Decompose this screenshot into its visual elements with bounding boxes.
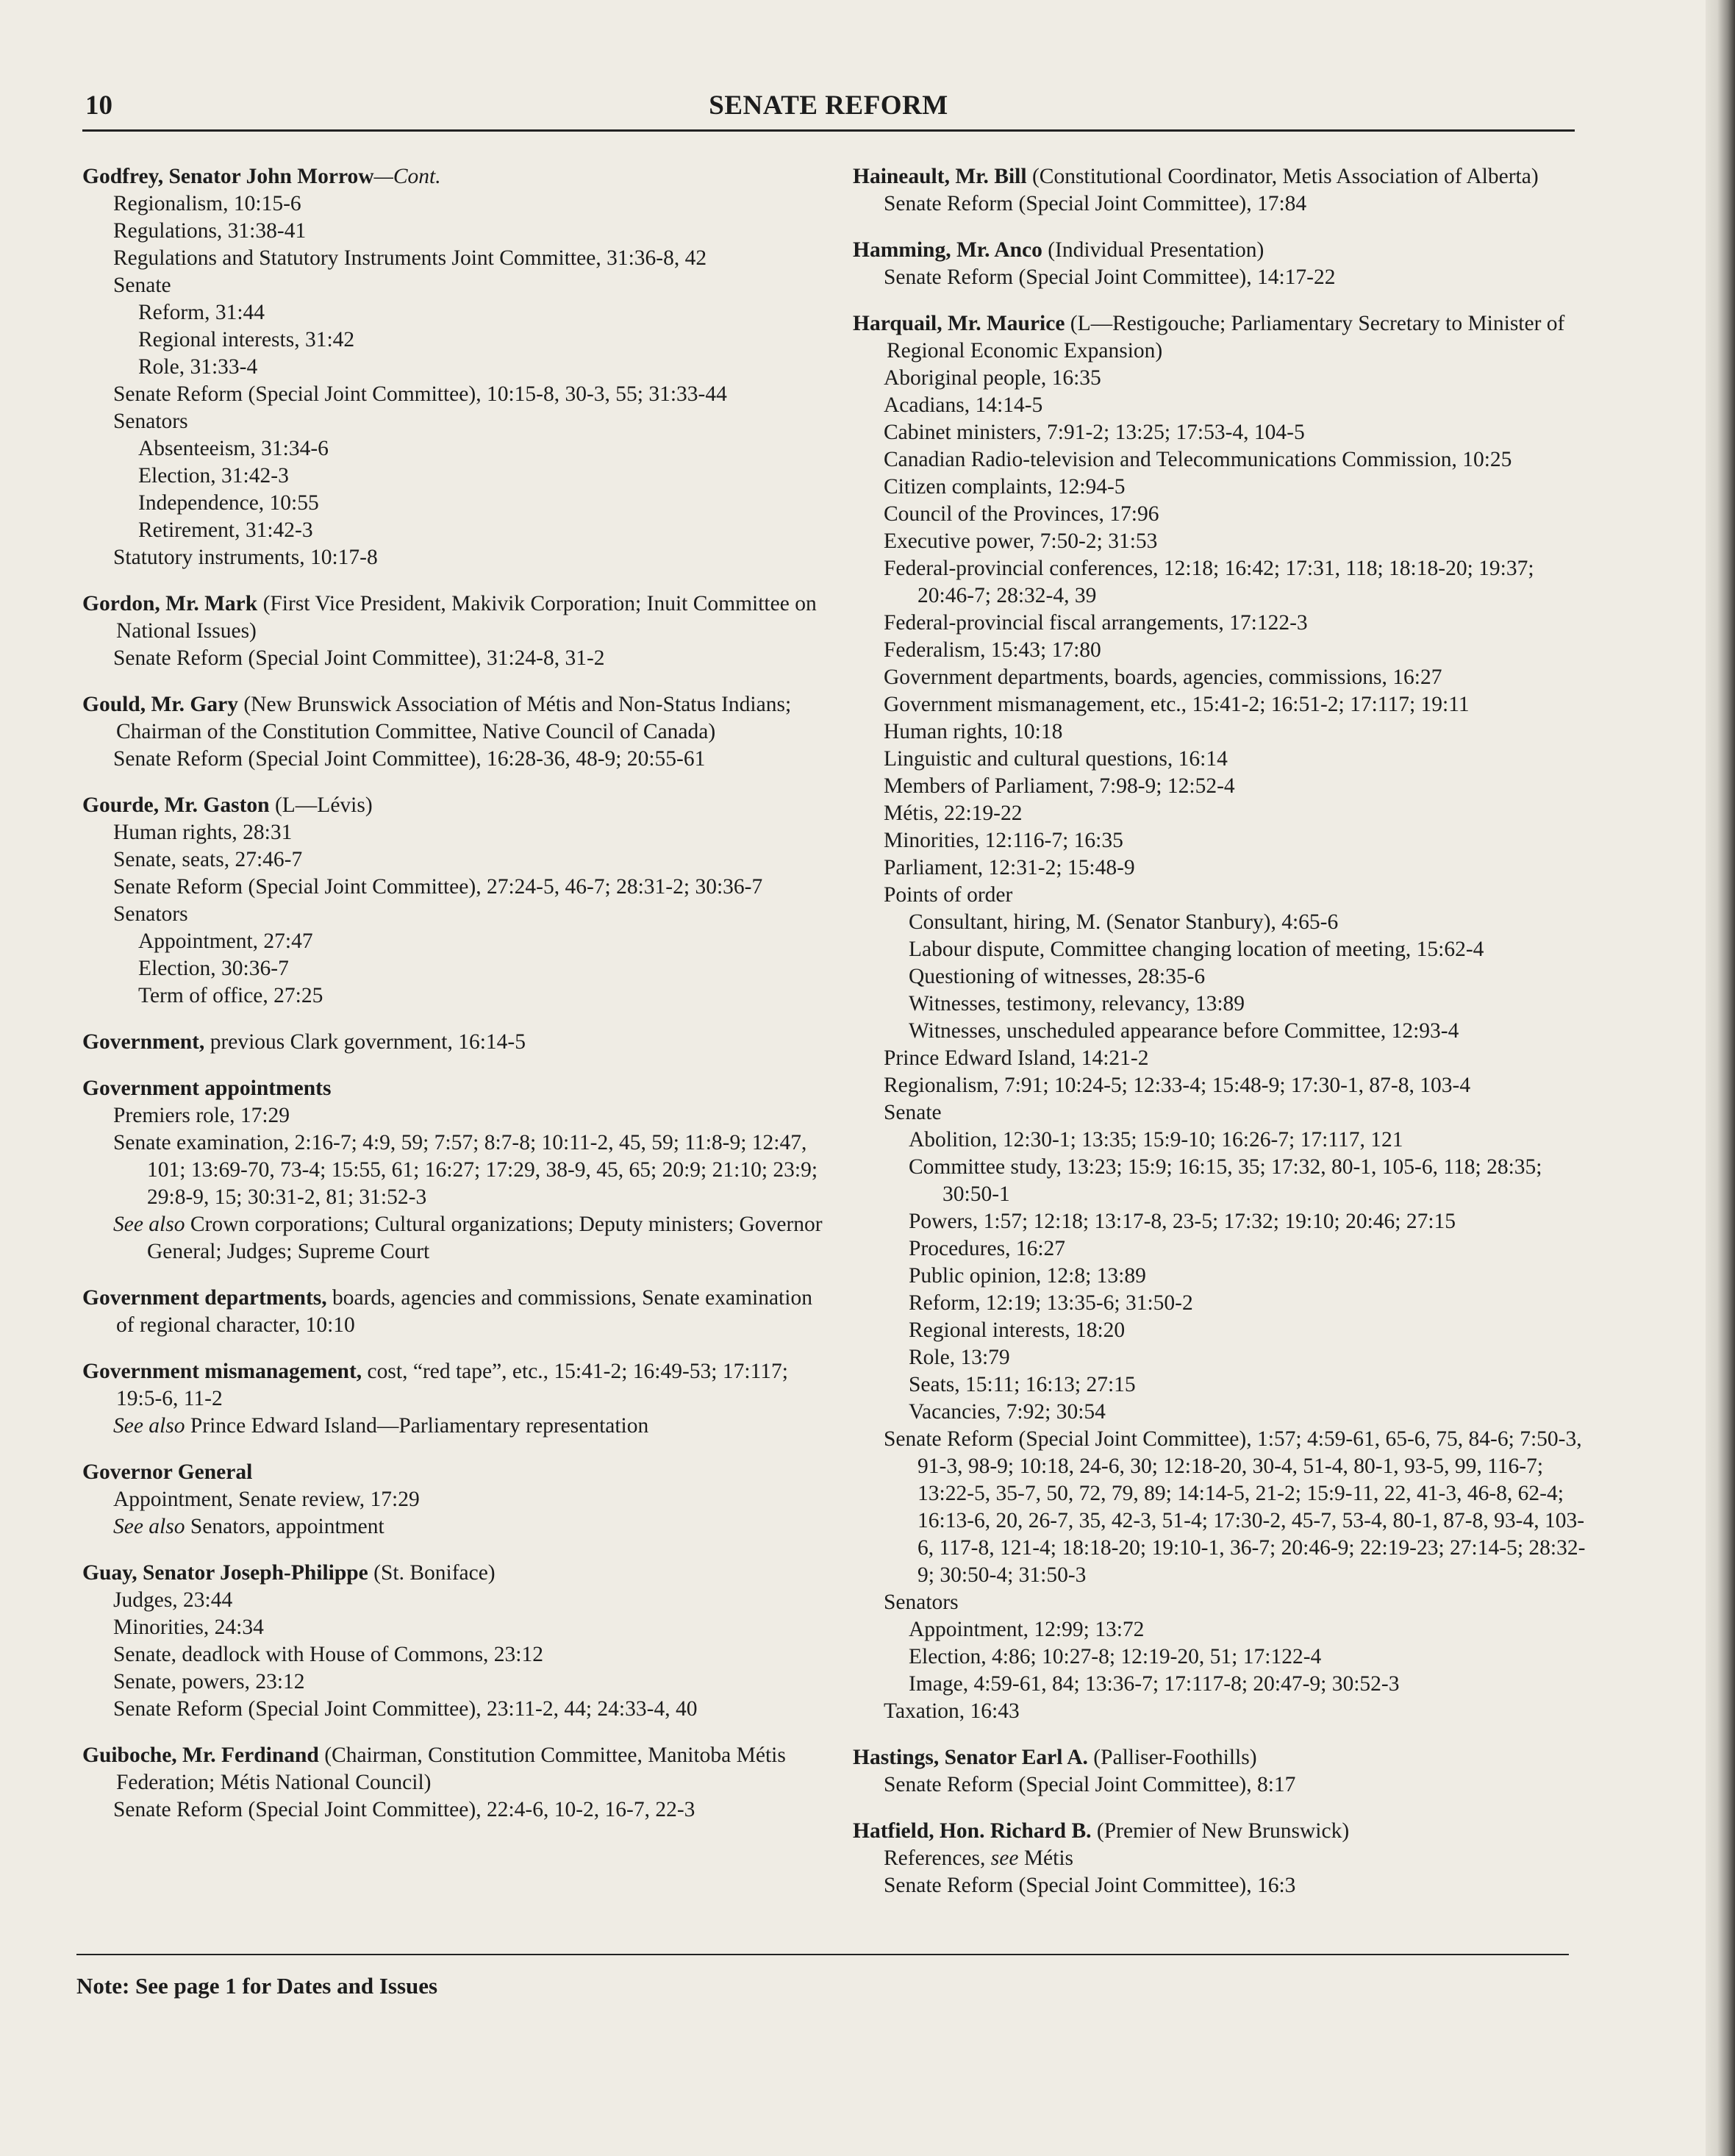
subentry-text: Crown corporations; Cultural organizations; Deputy ministers; Governor General; Judges; Supreme Court bbox=[147, 1213, 823, 1263]
footer-note: Note: See page 1 for Dates and Issues bbox=[76, 1973, 438, 1999]
subentry-text: Senators, appointment bbox=[190, 1515, 384, 1538]
subentry-text: Points of order bbox=[884, 883, 1013, 907]
entry-heading bbox=[82, 792, 825, 819]
entry-name: Government mismanagement, bbox=[82, 1360, 362, 1383]
entry-name: Gould, Mr. Gary bbox=[82, 693, 238, 716]
left-index-column bbox=[82, 163, 825, 1843]
subentry-text: Absenteeism, 31:34-6 bbox=[138, 437, 329, 460]
subentry-text: Committee study, 13:23; 15:9; 16:15, 35; 17:32, 80-1, 105-6, 118; 28:35; 30:50-1 bbox=[909, 1155, 1542, 1206]
subentry-text: Senate Reform (Special Joint Committee), 14:17-22 bbox=[884, 265, 1336, 289]
entry-name: Government departments, bbox=[82, 1286, 327, 1310]
sub-subentry bbox=[853, 1263, 1595, 1290]
subentry bbox=[82, 846, 825, 874]
subentry-text: Senate Reform (Special Joint Committee), 23:11-2, 44; 24:33-4, 40 bbox=[113, 1697, 698, 1721]
subentry bbox=[82, 1513, 825, 1541]
subentry bbox=[82, 218, 825, 245]
subentry bbox=[82, 1614, 825, 1641]
index-entry bbox=[853, 1818, 1595, 1899]
entry-heading bbox=[82, 590, 825, 645]
sub-subentry bbox=[82, 928, 825, 955]
subentry-text: Powers, 1:57; 12:18; 13:17-8, 23-5; 17:32; 19:10; 20:46; 27:15 bbox=[909, 1210, 1456, 1233]
subentry bbox=[82, 1102, 825, 1129]
subentry-text: Métis bbox=[1023, 1846, 1074, 1870]
subentry-text: Public opinion, 12:8; 13:89 bbox=[909, 1264, 1146, 1288]
entry-name: Hatfield, Hon. Richard B. bbox=[853, 1819, 1092, 1843]
subentry-text: Independence, 10:55 bbox=[138, 491, 319, 515]
subentry-text: Premiers role, 17:29 bbox=[113, 1104, 290, 1127]
entry-name: Haineault, Mr. Bill bbox=[853, 165, 1027, 188]
subentry bbox=[82, 819, 825, 846]
subentry-text: Executive power, 7:50-2; 31:53 bbox=[884, 529, 1158, 553]
sub-subentry bbox=[853, 1643, 1595, 1671]
entry-name: Hamming, Mr. Anco bbox=[853, 238, 1042, 262]
subentry-text: Appointment, 27:47 bbox=[138, 929, 313, 953]
subentry-text: Election, 30:36-7 bbox=[138, 957, 289, 980]
subentry-text: Regional interests, 31:42 bbox=[138, 328, 355, 351]
entry-heading bbox=[82, 1560, 825, 1587]
sub-subentry bbox=[853, 1208, 1595, 1235]
subentry-text: Senate bbox=[113, 274, 171, 297]
sub-subentry bbox=[853, 1235, 1595, 1263]
subentry bbox=[853, 1589, 1595, 1616]
entry-heading bbox=[82, 163, 825, 190]
sub-subentry bbox=[853, 1290, 1595, 1317]
subentry-text: Reform, 12:19; 13:35-6; 31:50-2 bbox=[909, 1291, 1193, 1315]
sub-subentry bbox=[82, 435, 825, 463]
entry-description: (Premier of New Brunswick) bbox=[1091, 1819, 1350, 1843]
see-reference: see bbox=[990, 1846, 1024, 1870]
subentry-text: Government mismanagement, etc., 15:41-2; 16:51-2; 17:117; 19:11 bbox=[884, 693, 1470, 716]
subentry-text: Minorities, 24:34 bbox=[113, 1616, 264, 1639]
subentry bbox=[82, 645, 825, 672]
subentry-text: Federal-provincial fiscal arrangements, 17:122-3 bbox=[884, 611, 1308, 635]
index-entry bbox=[82, 691, 825, 773]
subentry-text: Senate Reform (Special Joint Committee), 27:24-5, 46-7; 28:31-2; 30:36-7 bbox=[113, 875, 763, 899]
index-entry bbox=[82, 1742, 825, 1824]
subentry-text: Consultant, hiring, M. (Senator Stanbury), 4:65-6 bbox=[909, 910, 1339, 934]
subentry-text: Taxation, 16:43 bbox=[884, 1699, 1020, 1723]
subentry bbox=[82, 1129, 825, 1211]
entry-name: Harquail, Mr. Maurice bbox=[853, 312, 1065, 335]
subentry bbox=[82, 1587, 825, 1614]
subentry-text: Human rights, 28:31 bbox=[113, 821, 293, 844]
sub-subentry bbox=[82, 326, 825, 354]
subentry bbox=[853, 264, 1595, 291]
subentry-text: Abolition, 12:30-1; 13:35; 15:9-10; 16:26-7; 17:117, 121 bbox=[909, 1128, 1403, 1152]
subentry-text: Questioning of witnesses, 28:35-6 bbox=[909, 965, 1206, 988]
entry-continued: —Cont. bbox=[373, 165, 441, 188]
subentry bbox=[853, 474, 1595, 501]
subentry-text: Senate bbox=[884, 1101, 942, 1124]
subentry bbox=[853, 555, 1595, 610]
sub-subentry bbox=[853, 1371, 1595, 1399]
subentry bbox=[82, 1486, 825, 1513]
running-title: SENATE REFORM bbox=[709, 90, 948, 121]
subentry bbox=[82, 1211, 825, 1266]
subentry bbox=[853, 1872, 1595, 1899]
subentry-text: Senate, deadlock with House of Commons, 23:12 bbox=[113, 1643, 544, 1666]
sub-subentry bbox=[853, 1399, 1595, 1426]
sub-subentry bbox=[853, 963, 1595, 990]
index-entry bbox=[82, 1459, 825, 1541]
subentry-prefix: References, bbox=[884, 1846, 991, 1870]
subentry bbox=[82, 544, 825, 571]
entry-heading bbox=[853, 237, 1595, 264]
entry-name: Godfrey, Senator John Morrow bbox=[82, 165, 374, 188]
subentry bbox=[82, 190, 825, 218]
subentry-text: Senate Reform (Special Joint Committee), 16:28-36, 48-9; 20:55-61 bbox=[113, 747, 706, 771]
subentry-text: Council of the Provinces, 17:96 bbox=[884, 502, 1159, 526]
sub-subentry bbox=[853, 1671, 1595, 1698]
subentry bbox=[853, 392, 1595, 419]
entry-description: (L—Restigouche; Parliamentary Secretary to Minister of Regional Economic Expansion) bbox=[887, 312, 1565, 363]
entry-description: (L—Lévis) bbox=[269, 793, 373, 817]
subentry-text: Senators bbox=[113, 902, 188, 926]
subentry bbox=[853, 446, 1595, 474]
subentry-text: Prince Edward Island—Parliamentary representation bbox=[190, 1414, 649, 1438]
subentry-text: Seats, 15:11; 16:13; 27:15 bbox=[909, 1373, 1136, 1396]
subentry bbox=[853, 610, 1595, 637]
subentry-text: Regionalism, 7:91; 10:24-5; 12:33-4; 15:48-9; 17:30-1, 87-8, 103-4 bbox=[884, 1074, 1471, 1097]
subentry bbox=[853, 1099, 1595, 1127]
entry-name: Government, bbox=[82, 1030, 205, 1054]
subentry-text: Image, 4:59-61, 84; 13:36-7; 17:117-8; 20:47-9; 30:52-3 bbox=[909, 1672, 1400, 1696]
subentry-text: Human rights, 10:18 bbox=[884, 720, 1063, 743]
subentry bbox=[853, 827, 1595, 854]
right-index-column bbox=[853, 163, 1595, 1918]
entry-heading bbox=[82, 1029, 825, 1056]
entry-heading bbox=[82, 691, 825, 746]
sub-subentry bbox=[82, 982, 825, 1010]
entry-heading bbox=[853, 1744, 1595, 1771]
subentry-text: Senate Reform (Special Joint Committee), 10:15-8, 30-3, 55; 31:33-44 bbox=[113, 382, 727, 406]
index-entry bbox=[82, 163, 825, 571]
subentry-text: Witnesses, unscheduled appearance before Committee, 12:93-4 bbox=[909, 1019, 1459, 1043]
footer-rule bbox=[76, 1954, 1569, 1955]
entry-description: (Chairman, Constitution Committee, Manitoba Métis Federation; Métis National Council) bbox=[116, 1743, 786, 1794]
index-entry bbox=[82, 1029, 825, 1056]
subentry-text: Senate Reform (Special Joint Committee), 31:24-8, 31-2 bbox=[113, 646, 605, 670]
subentry-text: Acadians, 14:14-5 bbox=[884, 393, 1043, 417]
entry-description: (Constitutional Coordinator, Metis Association of Alberta) bbox=[1026, 165, 1539, 188]
subentry-text: Federalism, 15:43; 17:80 bbox=[884, 638, 1101, 662]
entry-description: (Palliser-Foothills) bbox=[1087, 1746, 1257, 1769]
subentry-text: Appointment, 12:99; 13:72 bbox=[909, 1618, 1145, 1641]
subentry bbox=[853, 664, 1595, 691]
subentry-text: Government departments, boards, agencies, commissions, 16:27 bbox=[884, 665, 1442, 689]
sub-subentry bbox=[853, 1616, 1595, 1643]
subentry-text: Senate Reform (Special Joint Committee), 22:4-6, 10-2, 16-7, 22-3 bbox=[113, 1798, 695, 1821]
sub-subentry bbox=[853, 1344, 1595, 1371]
subentry-text: Statutory instruments, 10:17-8 bbox=[113, 546, 378, 569]
subentry bbox=[82, 381, 825, 408]
subentry bbox=[853, 773, 1595, 800]
sub-subentry bbox=[82, 354, 825, 381]
subentry bbox=[853, 746, 1595, 773]
entry-description: previous Clark government, 16:14-5 bbox=[204, 1030, 526, 1054]
sub-subentry bbox=[853, 936, 1595, 963]
entry-description: cost, “red tape”, etc., 15:41-2; 16:49-53; 17:117; 19:5-6, 11-2 bbox=[116, 1360, 788, 1410]
subentry bbox=[82, 874, 825, 901]
subentry-text: Witnesses, testimony, relevancy, 13:89 bbox=[909, 992, 1245, 1015]
subentry bbox=[853, 1045, 1595, 1072]
subentry bbox=[853, 691, 1595, 718]
entry-name: Hastings, Senator Earl A. bbox=[853, 1746, 1088, 1769]
entry-description: (First Vice President, Makivik Corporation; Inuit Committee on National Issues) bbox=[116, 592, 817, 643]
see-reference: See also bbox=[113, 1515, 190, 1538]
subentry-text: Senate Reform (Special Joint Committee), 8:17 bbox=[884, 1773, 1296, 1796]
entry-heading bbox=[853, 310, 1595, 365]
sub-subentry bbox=[853, 1127, 1595, 1154]
subentry-text: Prince Edward Island, 14:21-2 bbox=[884, 1046, 1149, 1070]
subentry-text: Procedures, 16:27 bbox=[909, 1237, 1066, 1260]
subentry-text: Labour dispute, Committee changing location of meeting, 15:62-4 bbox=[909, 938, 1484, 961]
subentry-text: Senators bbox=[113, 410, 188, 433]
subentry-text: Parliament, 12:31-2; 15:48-9 bbox=[884, 856, 1135, 879]
subentry bbox=[82, 1413, 825, 1440]
sub-subentry bbox=[82, 955, 825, 982]
entry-name: Governor General bbox=[82, 1460, 253, 1484]
entry-description: (New Brunswick Association of Métis and Non-Status Indians; Chairman of the Constitution Committee, Native Council of Canada) bbox=[116, 693, 792, 743]
index-entry bbox=[853, 163, 1595, 218]
subentry bbox=[853, 1426, 1595, 1589]
subentry-text: Judges, 23:44 bbox=[113, 1588, 233, 1612]
subentry bbox=[853, 501, 1595, 528]
subentry-text: Election, 4:86; 10:27-8; 12:19-20, 51; 17:122-4 bbox=[909, 1645, 1322, 1668]
subentry-text: Citizen complaints, 12:94-5 bbox=[884, 475, 1126, 499]
subentry-text: Election, 31:42-3 bbox=[138, 464, 289, 488]
sub-subentry bbox=[853, 909, 1595, 936]
entry-heading bbox=[82, 1285, 825, 1339]
subentry-text: Federal-provincial conferences, 12:18; 16:42; 17:31, 118; 18:18-20; 19:37; 20:46-7; 28:32-4, 39 bbox=[884, 557, 1534, 607]
subentry-text: Senate Reform (Special Joint Committee), 17:84 bbox=[884, 192, 1307, 215]
index-entry bbox=[82, 1285, 825, 1339]
entry-heading bbox=[82, 1075, 825, 1102]
entry-description: (Individual Presentation) bbox=[1042, 238, 1264, 262]
subentry bbox=[82, 1668, 825, 1696]
subentry bbox=[853, 1072, 1595, 1099]
entry-heading bbox=[853, 1818, 1595, 1845]
index-entry bbox=[853, 237, 1595, 291]
entry-name: Guiboche, Mr. Ferdinand bbox=[82, 1743, 319, 1767]
see-reference: See also bbox=[113, 1414, 190, 1438]
subentry-text: Senate Reform (Special Joint Committee), 1:57; 4:59-61, 65-6, 75, 84-6; 7:50-3, 91-3, 98-9; 10:18, 24-6, 30; 12:18-20, 30-4, 51-4, 80-1, 93-5, 99, 116-7; 13:22-5, 35-7, 50, 72, 79, 89; 14:14-5, 21-2; 15:9-11, 22, 41-3, 46-8, 62-4; 16:13-6, 20, 26-7, 35, 42-3, 51-4; 17:30-2, 45-7, 53-4, 80-1, 87-8, 93-4, 103-6, 117-8, 121-4; 18:18-20; 19:10-1, 36-7; 20:46-9; 22:19-23; 27:14-5; 28:32-9; 30:50-4; 31:50-3 bbox=[884, 1427, 1586, 1587]
subentry-text: Term of office, 27:25 bbox=[138, 984, 323, 1007]
index-entry bbox=[853, 1744, 1595, 1799]
subentry-text: Minorities, 12:116-7; 16:35 bbox=[884, 829, 1123, 852]
subentry-text: Regional interests, 18:20 bbox=[909, 1318, 1126, 1342]
subentry bbox=[853, 365, 1595, 392]
subentry-text: Senate, powers, 23:12 bbox=[113, 1670, 305, 1693]
index-entry bbox=[82, 792, 825, 1010]
entry-heading bbox=[82, 1742, 825, 1796]
subentry-text: Vacancies, 7:92; 30:54 bbox=[909, 1400, 1106, 1424]
subentry bbox=[82, 408, 825, 435]
subentry bbox=[853, 800, 1595, 827]
subentry bbox=[82, 1796, 825, 1824]
sub-subentry bbox=[853, 1018, 1595, 1045]
entry-description: boards, agencies and commissions, Senate examination of regional character, 10:10 bbox=[116, 1286, 812, 1337]
subentry-text: Senate Reform (Special Joint Committee), 16:3 bbox=[884, 1874, 1296, 1897]
entry-heading bbox=[82, 1358, 825, 1413]
subentry bbox=[82, 272, 825, 299]
subentry-text: Senators bbox=[884, 1591, 959, 1614]
entry-heading bbox=[82, 1459, 825, 1486]
subentry bbox=[82, 1641, 825, 1668]
subentry bbox=[82, 1696, 825, 1723]
subentry bbox=[853, 1698, 1595, 1725]
subentry-text: Regulations, 31:38-41 bbox=[113, 219, 307, 243]
sub-subentry bbox=[853, 1317, 1595, 1344]
subentry-text: Regulations and Statutory Instruments Joint Committee, 31:36-8, 42 bbox=[113, 246, 707, 270]
subentry-text: Members of Parliament, 7:98-9; 12:52-4 bbox=[884, 774, 1235, 798]
subentry-text: Role, 13:79 bbox=[909, 1346, 1010, 1369]
sub-subentry bbox=[82, 517, 825, 544]
sub-subentry bbox=[82, 490, 825, 517]
subentry-text: Canadian Radio-television and Telecommunications Commission, 10:25 bbox=[884, 448, 1512, 471]
index-entry bbox=[82, 1358, 825, 1440]
subentry bbox=[82, 901, 825, 928]
sub-subentry bbox=[82, 463, 825, 490]
page-edge-shadow bbox=[1706, 0, 1735, 2156]
subentry-text: Role, 31:33-4 bbox=[138, 355, 258, 379]
see-reference: See also bbox=[113, 1213, 190, 1236]
sub-subentry bbox=[853, 990, 1595, 1018]
subentry bbox=[853, 528, 1595, 555]
subentry-text: Senate examination, 2:16-7; 4:9, 59; 7:57; 8:7-8; 10:11-2, 45, 59; 11:8-9; 12:47, 101; 13:69-70, 73-4; 15:55, 61; 16:27; 17:29, 38-9, 45, 65; 20:9; 21:10; 23:9; 29:8-9, 15; 30:31-2, 81; 31:52-3 bbox=[113, 1131, 818, 1209]
subentry bbox=[853, 637, 1595, 664]
entry-name: Gordon, Mr. Mark bbox=[82, 592, 258, 615]
subentry bbox=[853, 882, 1595, 909]
subentry-text: Senate, seats, 27:46-7 bbox=[113, 848, 303, 871]
entry-heading bbox=[853, 163, 1595, 190]
subentry bbox=[853, 419, 1595, 446]
subentry bbox=[853, 854, 1595, 882]
entry-description: (St. Boniface) bbox=[368, 1561, 496, 1585]
sub-subentry bbox=[82, 299, 825, 326]
sub-subentry bbox=[853, 1154, 1595, 1208]
subentry bbox=[853, 718, 1595, 746]
subentry bbox=[82, 245, 825, 272]
subentry bbox=[853, 190, 1595, 218]
index-entry bbox=[82, 1560, 825, 1723]
entry-name: Guay, Senator Joseph-Philippe bbox=[82, 1561, 368, 1585]
subentry bbox=[853, 1771, 1595, 1799]
page-header bbox=[82, 87, 1575, 132]
subentry bbox=[853, 1845, 1595, 1872]
subentry-text: Aboriginal people, 16:35 bbox=[884, 366, 1101, 390]
subentry-text: Regionalism, 10:15-6 bbox=[113, 192, 301, 215]
subentry-text: Reform, 31:44 bbox=[138, 301, 265, 324]
index-entry bbox=[82, 1075, 825, 1266]
entry-name: Government appointments bbox=[82, 1077, 332, 1100]
subentry-text: Retirement, 31:42-3 bbox=[138, 518, 313, 542]
subentry-text: Appointment, Senate review, 17:29 bbox=[113, 1488, 420, 1511]
subentry-text: Métis, 22:19-22 bbox=[884, 802, 1023, 825]
index-entry bbox=[853, 310, 1595, 1725]
entry-name: Gourde, Mr. Gaston bbox=[82, 793, 270, 817]
subentry-text: Linguistic and cultural questions, 16:14 bbox=[884, 747, 1228, 771]
page-number: 10 bbox=[85, 90, 112, 121]
index-entry bbox=[82, 590, 825, 672]
subentry bbox=[82, 746, 825, 773]
subentry-text: Cabinet ministers, 7:91-2; 13:25; 17:53-4, 104-5 bbox=[884, 421, 1305, 444]
